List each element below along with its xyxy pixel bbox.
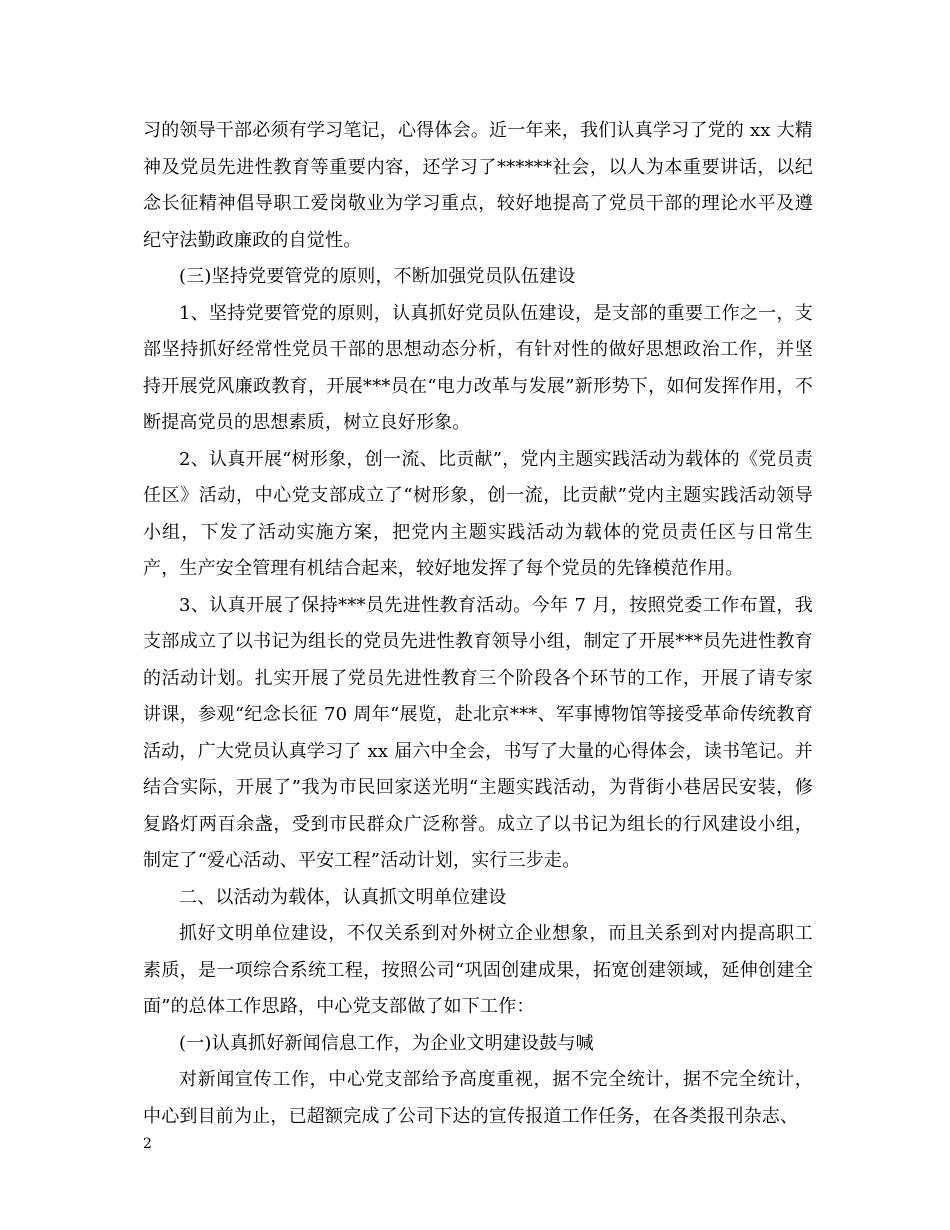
subsection-heading-1: (一)认真抓好新闻信息工作，为企业文明建设鼓与喊: [179, 1032, 594, 1054]
section-heading-2: 二、以活动为载体，认真抓文明单位建设: [179, 886, 507, 908]
page-number: 2: [143, 1136, 152, 1152]
section-heading-3: (三)坚持党要管党的原则，不断加强党员队伍建设: [179, 266, 576, 287]
paragraph-item-2: 2、认真开展“树形象，创一流、比贡献”，党内主题实践活动为载体的《党员责任区》活动，中心党支部成立了“树形象，创一流，比贡献”党内主题实践活动领导小组，下发了活动实施方案，把党内主题实践活动为载体的党员责任区与日常生产，生产安全管理有机结合起来，较好地发挥了每个党员的先锋模范作用。: [143, 448, 813, 579]
document-body: [143, 113, 813, 1135]
paragraph-news: 对新闻宣传工作，中心党支部给予高度重视，据不完全统计，据不完全统计，中心到目前为止，已超额完成了公司下达的宣传报道工作任务，在各类报刊杂志、: [143, 1069, 813, 1127]
paragraph-civilization: 抓好文明单位建设，不仅关系到对外树立企业想象，而且关系到对内提高职工素质，是一项综合系统工程，按照公司“巩固创建成果，拓宽创建领域，延伸创建全面”的总体工作思路，中心党支部做了如下工作：: [143, 923, 813, 1017]
paragraph-item-1: 1、坚持党要管党的原则，认真抓好党员队伍建设，是支部的重要工作之一，支部坚持抓好经常性党员干部的思想动态分析，有针对性的做好思想政治工作，并坚持开展党风廉政教育，开展***员在“电力改革与发展”新形势下，如何发挥作用，不断提高党员的思想素质，树立良好形象。: [143, 302, 813, 433]
paragraph-1: 习的领导干部必须有学习笔记，心得体会。近一年来，我们认真学习了党的 xx 大精神及党员先进性教育等重要内容，还学习了******社会，以人为本重要讲话，以纪念长征精神倡导职工爱岗敬业为学习重点，较好地提高了党员干部的理论水平及遵纪守法勤政廉政的自觉性。: [143, 120, 813, 251]
paragraph-item-3: 3、认真开展了保持***员先进性教育活动。今年 7 月，按照党委工作布置，我支部成立了以书记为组长的党员先进性教育领导小组，制定了开展***员先进性教育的活动计划。扎实开展了党员先进性教育三个阶段各个环节的工作，开展了请专家讲课，参观“纪念长征 70 周年“展览，赴北京***、军事博物馆等接受革命传统教育活动，广大党员认真学习了 xx 届六中全会，书写了大量的心得体会，读书笔记。并结合实际，开展了”我为市民回家送光明“主题实践活动，为背街小巷居民安装，修复路灯两百余盏，受到市民群众广泛称誉。成立了以书记为组长的行风建设小组，制定了“爱心活动、平安工程”活动计划，实行三步走。: [143, 594, 813, 871]
